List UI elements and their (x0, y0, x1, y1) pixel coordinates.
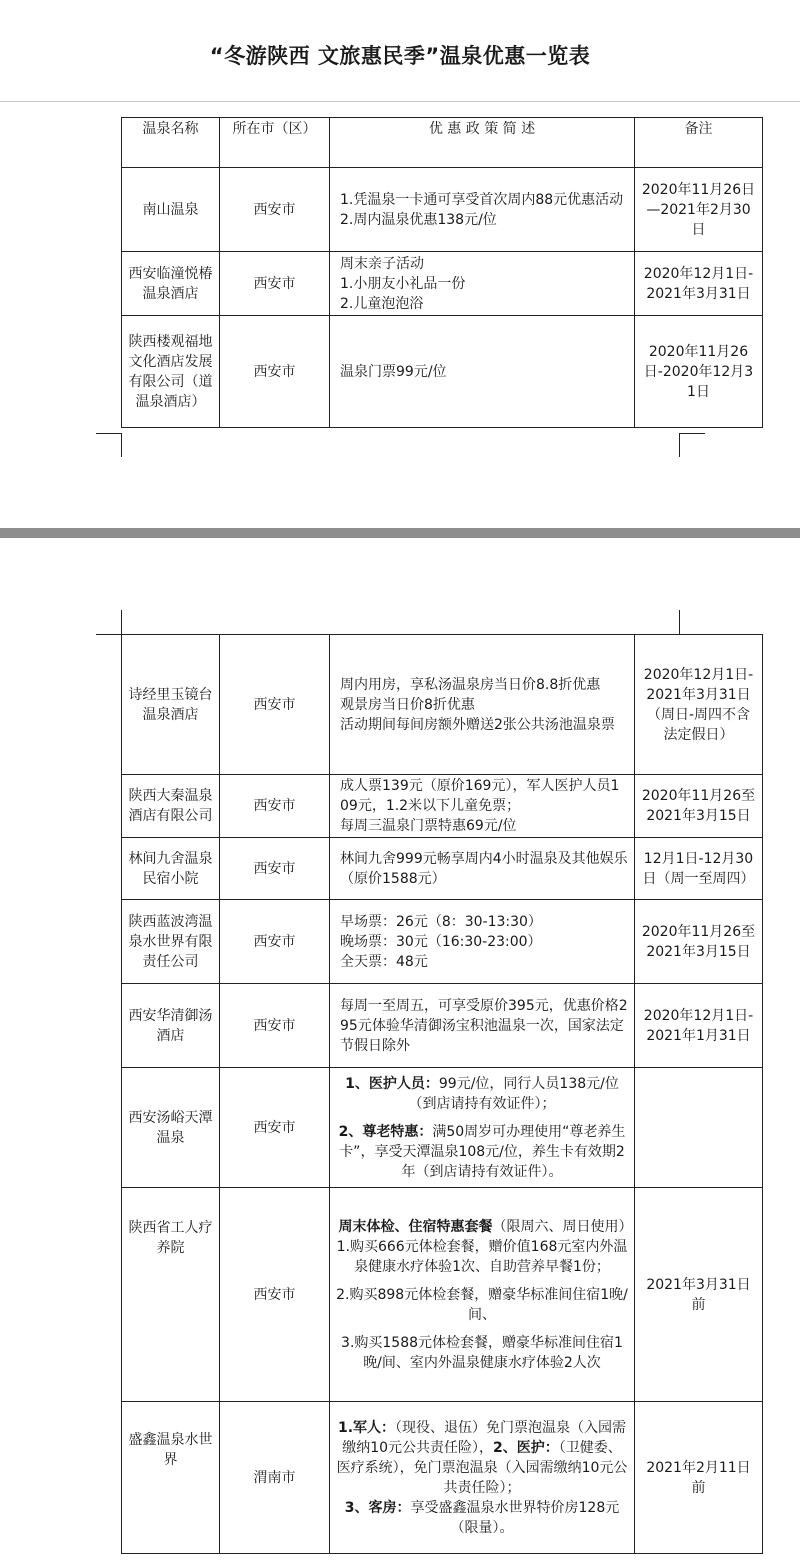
policy-bold: 2、尊老特惠： (338, 1123, 433, 1140)
policy-line: 1.凭温泉一卡通可享受首次周内88元优惠活动 (340, 191, 624, 208)
spring-name: 林间九舍温泉民宿小院 (122, 838, 220, 900)
policy-line: 每周一至周五，可享受原价395元，优惠价格295元体验华清御汤宝积池温泉一次，国家法定节假日除外 (340, 997, 628, 1054)
crop-mark-right-h (679, 433, 705, 434)
crop-mark-left-v2 (121, 610, 122, 634)
policy-bold: 2、医护： (493, 1439, 559, 1456)
policy-bold: 3、客房： (344, 1499, 411, 1516)
spring-note: 12月1日-12月30日（周一至周四） (635, 838, 763, 900)
crop-mark-left-h (96, 433, 122, 434)
crop-mark-right-v (679, 433, 680, 457)
spring-policy (330, 252, 635, 316)
document-title: “冬游陕西 文旅惠民季”温泉优惠一览表 (209, 44, 591, 68)
spring-name: 陕西蓝波湾温泉水世界有限责任公司 (122, 900, 220, 984)
policy-line: 全天票：48元 (340, 953, 428, 970)
spring-policy (330, 1068, 635, 1188)
crop-mark-left-v (121, 433, 122, 457)
spring-city: 西安市 (220, 635, 330, 775)
header-name: 温泉名称 (122, 118, 220, 168)
table-row (122, 838, 763, 900)
table-row (122, 316, 763, 428)
spring-name: 南山温泉 (122, 168, 220, 252)
crop-mark-right-v2 (679, 610, 680, 634)
spring-policy (330, 635, 635, 775)
spring-note: 2020年12月1日-2021年3月31日（周日-周四不含法定假日） (635, 635, 763, 775)
table-row (122, 1188, 763, 1402)
table-row (122, 900, 763, 984)
table-row (122, 168, 763, 252)
spring-note: 2021年3月31日前 (635, 1188, 763, 1402)
policy-line: 周末亲子活动 (340, 255, 424, 272)
hot-spring-table-page1 (121, 117, 763, 428)
spring-name: 陕西大秦温泉酒店有限公司 (122, 775, 220, 838)
table-row (122, 984, 763, 1068)
table-row (122, 252, 763, 316)
spring-note (635, 1068, 763, 1188)
spring-city: 西安市 (220, 1188, 330, 1402)
header-policy: 优 惠 政 策 简 述 (330, 118, 635, 168)
policy-line: 林间九舍999元畅享周内4小时温泉及其他娱乐（原价1588元） (340, 850, 628, 887)
spring-note: 2020年12月1日-2021年1月31日 (635, 984, 763, 1068)
spring-city: 渭南市 (220, 1402, 330, 1554)
spring-policy (330, 1402, 635, 1554)
spring-note: 2020年11月26至2021年3月15日 (635, 900, 763, 984)
spring-name: 盛鑫温泉水世界 (122, 1402, 220, 1554)
policy-bold: 1.军人： (337, 1419, 396, 1436)
header-city: 所在市（区） (220, 118, 330, 168)
policy-line: 活动期间每间房额外赠送2张公共汤池温泉票 (340, 716, 615, 733)
spring-note: 2020年12月1日-2021年3月31日 (635, 252, 763, 316)
table-row (122, 635, 763, 775)
crop-mark-left-h2 (96, 634, 122, 635)
table-row (122, 1402, 763, 1554)
spring-city: 西安市 (220, 252, 330, 316)
spring-name: 诗经里玉镜台温泉酒店 (122, 635, 220, 775)
spring-city: 西安市 (220, 1068, 330, 1188)
table-row (122, 1068, 763, 1188)
spring-city: 西安市 (220, 316, 330, 428)
policy-line: 每周三温泉门票特惠69元/位 (340, 818, 517, 834)
spring-note: 2020年11月26日-2020年12月31日 (635, 316, 763, 428)
hot-spring-table-page2 (121, 634, 763, 1554)
policy-line: 周内用房，享私汤温泉房当日价8.8折优惠 (340, 676, 601, 693)
spring-policy (330, 775, 635, 838)
policy-text: 99元/位，同行人员138元/位（到店请持有效证件）； (408, 1075, 619, 1112)
policy-bold: 周末体检、住宿特惠套餐 (338, 1218, 493, 1235)
page-rule (0, 101, 800, 102)
spring-city: 西安市 (220, 900, 330, 984)
spring-policy (330, 168, 635, 252)
policy-line: 1.小朋友小礼品一份 (340, 275, 466, 292)
policy-line: 成人票139元（原价169元），军人医护人员109元，1.2米以下儿童免票； (340, 778, 620, 814)
spring-name: 陕西省工人疗养院 (122, 1188, 220, 1402)
spring-name: 西安华清御汤酒店 (122, 984, 220, 1068)
spring-name: 西安汤峪天潭温泉 (122, 1068, 220, 1188)
spring-city: 西安市 (220, 168, 330, 252)
spring-policy (330, 900, 635, 984)
spring-name: 西安临潼悦椿温泉酒店 (122, 252, 220, 316)
spring-policy (330, 838, 635, 900)
policy-text: （现役、退伍）免门票泡温泉（入园需缴纳10元公共责任险）， (342, 1419, 627, 1456)
policy-bold: 1、医护人员： (345, 1075, 439, 1092)
policy-text: （卫健委、医疗系统），免门票泡温泉（入园需缴纳10元公共责任险）； (336, 1439, 628, 1496)
policy-line: 晚场票：30元（16:30-23:00） (340, 933, 542, 950)
policy-text: 2.购买898元体检套餐，赠豪华标准间住宿1晚/间、 (336, 1286, 628, 1323)
policy-line: 2.儿童泡泡浴 (340, 295, 424, 312)
spring-note: 2020年11月26日—2021年2月30日 (635, 168, 763, 252)
policy-text: 3.购买1588元体检套餐，赠豪华标准间住宿1晚/间、室内外温泉健康水疗体验2人次 (341, 1334, 623, 1371)
spring-note: 2020年11月26至2021年3月15日 (635, 775, 763, 838)
spring-policy (330, 316, 635, 428)
spring-city: 西安市 (220, 775, 330, 838)
policy-text: 满50周岁可办理使用“尊老养生卡”，享受天潭温泉108元/位，养生卡有效期2年（到店请持有效证件）。 (339, 1123, 626, 1180)
spring-note: 2021年2月11日前 (635, 1402, 763, 1554)
policy-line: 早场票：26元（8：30-13:30） (340, 913, 542, 930)
document-page-1 (0, 0, 800, 528)
policy-line: 观景房当日价8折优惠 (340, 696, 475, 713)
header-note: 备注 (635, 118, 763, 168)
spring-policy (330, 1188, 635, 1402)
page-separator (0, 528, 800, 538)
spring-policy (330, 984, 635, 1068)
policy-line: 温泉门票99元/位 (340, 363, 447, 380)
document-page-2 (0, 538, 800, 1564)
spring-city: 西安市 (220, 838, 330, 900)
table-row (122, 775, 763, 838)
policy-line: 2.周内温泉优惠138元/位 (340, 211, 497, 228)
policy-text: 享受盛鑫温泉水世界特价房128元（限量）。 (410, 1499, 620, 1536)
spring-city: 西安市 (220, 984, 330, 1068)
policy-text: （限周六、周日使用）1.购买666元体检套餐，赠价值168元室内外温泉健康水疗体验1次、自助营养早餐1份； (336, 1218, 628, 1275)
table-header-row (122, 118, 763, 168)
spring-name: 陕西楼观福地文化酒店发展有限公司（道温泉酒店） (122, 316, 220, 428)
